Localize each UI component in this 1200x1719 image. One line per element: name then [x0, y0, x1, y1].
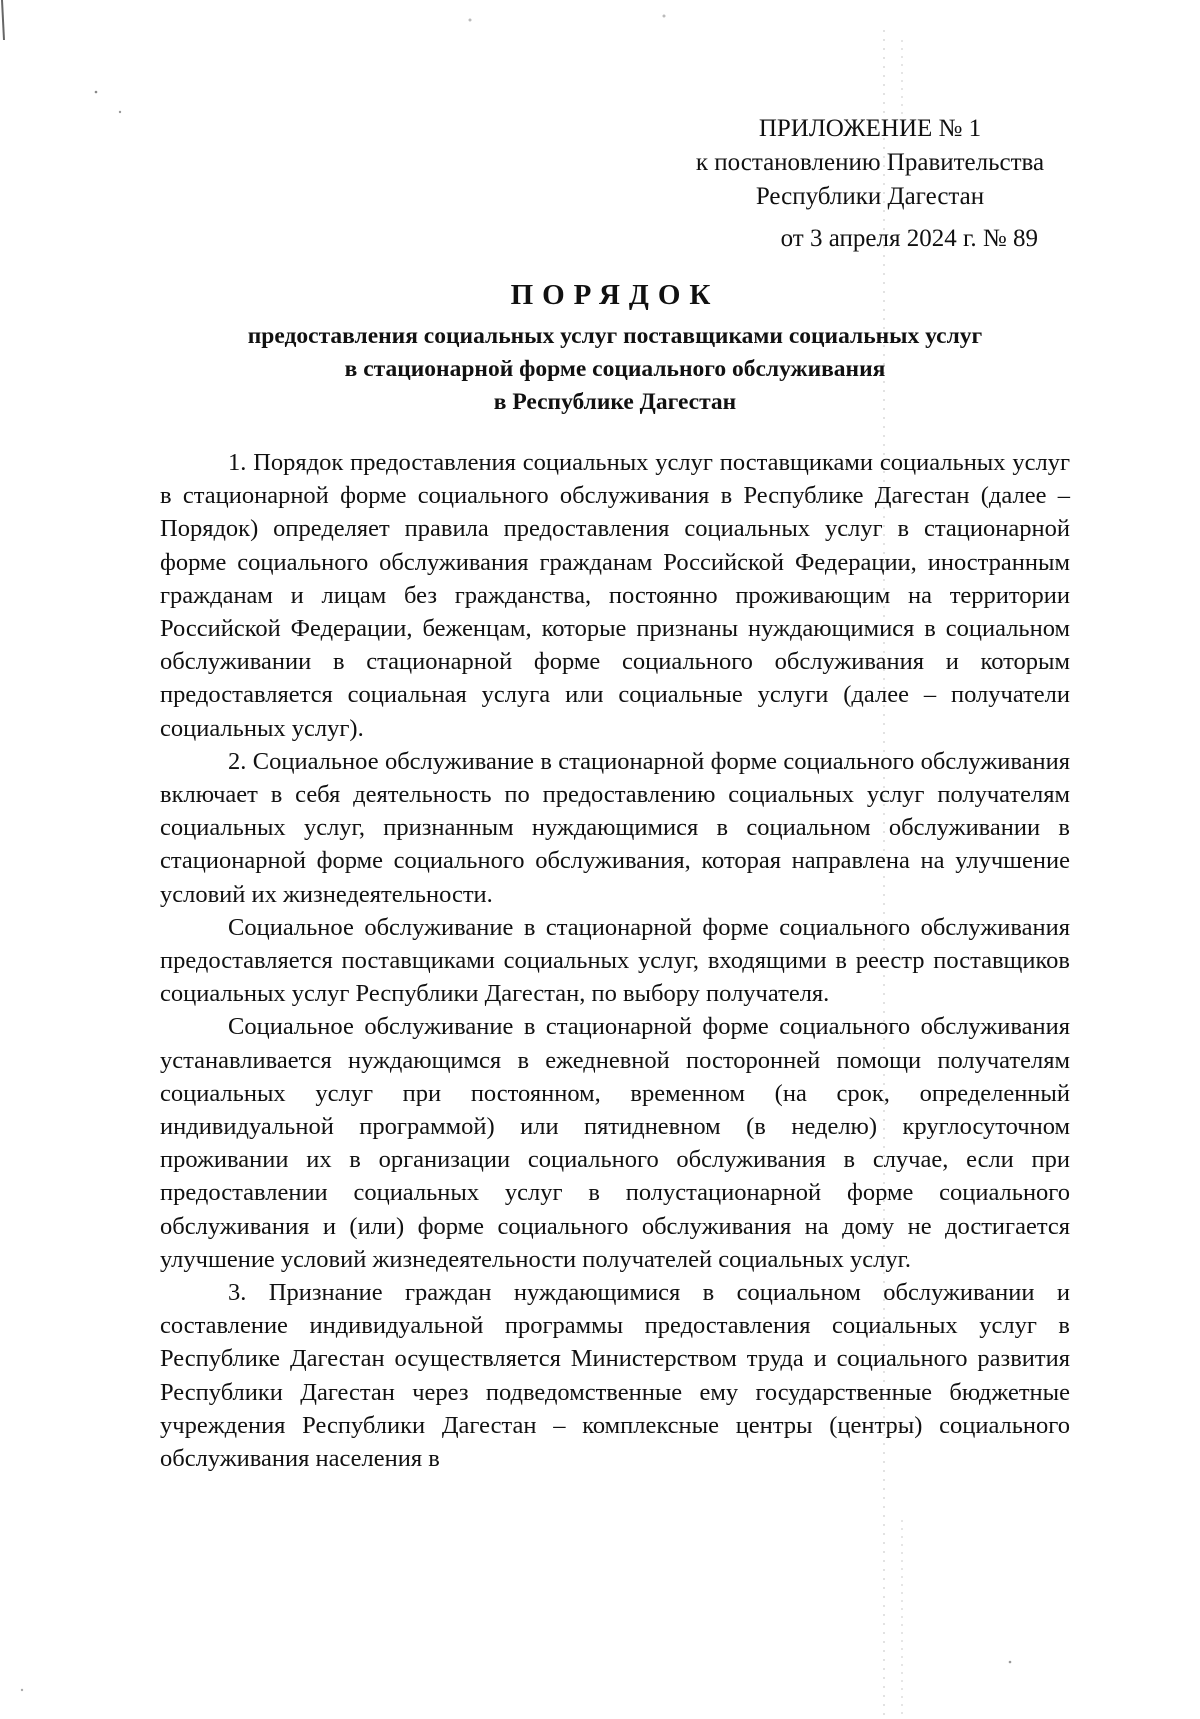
paragraph-2-provision: Социальное обслуживание в стационарной форме социального обслуживания предоставляется поставщиками социальных услуг, входящими в реестр поставщиков социальных услуг Республики Дагестан, по выбору получателя. [160, 913, 1070, 1008]
document-subtitle-line-1: предоставления социальных услуг поставщиками социальных услуг [247, 323, 983, 349]
document-subtitle-line-3: в Республике Дагестан [493, 389, 737, 415]
document-subtitle-line-2: в стационарной форме социального обслуживания [344, 356, 886, 382]
document-heading [160, 276, 1070, 419]
appendix-date: от 3 апреля 2024 г. № 89 [780, 225, 1038, 252]
paragraph-2-conditions: Социальное обслуживание в стационарной форме социального обслуживания устанавливается нуждающимся в ежедневной посторонней помощи получателям социальных услуг при постоянном, временном (на срок, определенный индивидуальной программой) или пятидневном (в неделю) круглосуточном проживании их в организации социального обслуживания в случае, если при предоставлении социальных услуг в полустационарной форме социального обслуживания и (или) форме социального обслуживания на дому не достигается улучшение условий жизнедеятельности получателей социальных услуг. [160, 1013, 1070, 1273]
appendix-header [640, 112, 1100, 256]
document-body [160, 446, 1070, 1475]
paragraph-1: 1. Порядок предоставления социальных услуг поставщиками социальных услуг в стационарной форме социального обслуживания в Республике Дагестан (далее – Порядок) определяет правила предоставления социальных услуг в стационарной форме социального обслуживания гражданам Российской Федерации, иностранным гражданам и лицам без гражданства, постоянно проживающим на территории Российской Федерации, беженцам, которые признаны нуждающимися в социальном обслуживании в стационарной форме социального обслуживания и которым предоставляется социальная услуга или социальные услуги (далее – получатели социальных услуг). [160, 449, 1070, 742]
paragraph-3: 3. Признание граждан нуждающимися в социальном обслуживании и составление индивидуальной программы предоставления социальных услуг в Республике Дагестан осуществляется Министерством труда и социального развития Республики Дагестан через подведомственные ему государственные бюджетные учреждения Республики Дагестан – комплексные центры (центры) социального обслуживания населения в [160, 1279, 1070, 1473]
appendix-republic: Республики Дагестан [755, 183, 985, 210]
appendix-resolution: к постановлению Правительства [695, 149, 1045, 176]
document-title: ПОРЯДОК [510, 279, 720, 311]
paragraph-2: 2. Социальное обслуживание в стационарной форме социального обслуживания включает в себя деятельность по предоставлению социальных услуг получателям социальных услуг, признанным нуждающимися в социальном обслуживании в стационарной форме социального обслуживания, которая направлена на улучшение условий их жизнедеятельности. [160, 747, 1070, 908]
appendix-number: ПРИЛОЖЕНИЕ № 1 [758, 115, 982, 142]
